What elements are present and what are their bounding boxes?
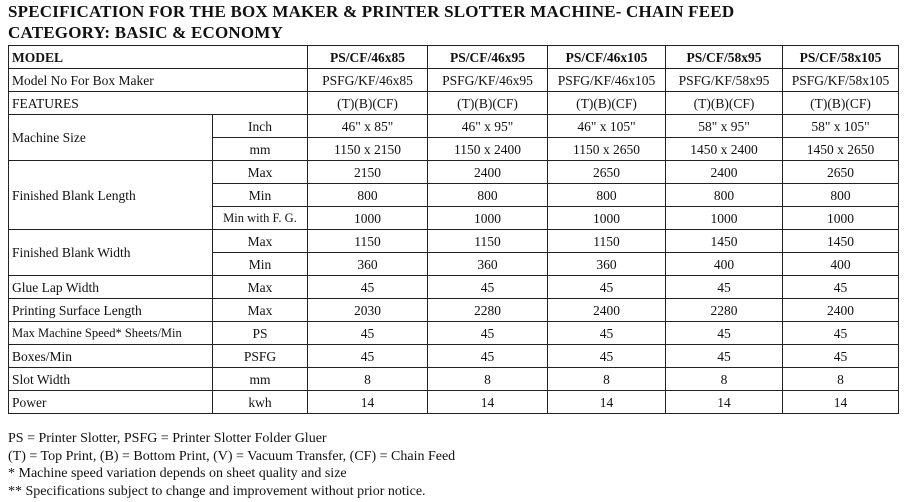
table-cell: 45: [428, 276, 548, 299]
table-cell: (T)(B)(CF): [308, 92, 428, 115]
table-cell: 400: [666, 253, 783, 276]
table-row-features: [9, 92, 899, 115]
table-cell: 360: [548, 253, 666, 276]
table-row-power: [9, 391, 899, 414]
row-label: Finished Blank Width: [9, 230, 213, 276]
table-cell: 1150 x 2650: [548, 138, 666, 161]
table-cell: 14: [428, 391, 548, 414]
model-header-cell: PS/CF/58x105: [783, 46, 899, 69]
table-cell: 800: [548, 184, 666, 207]
category-title: CATEGORY: BASIC & ECONOMY: [8, 23, 284, 42]
footnote-features: (T) = Top Print, (B) = Bottom Print, (V) = Vacuum Transfer, (CF) = Chain Feed: [8, 448, 456, 464]
table-cell: 14: [548, 391, 666, 414]
table-cell: 1000: [666, 207, 783, 230]
table-cell: 1000: [783, 207, 899, 230]
table-cell: 8: [428, 368, 548, 391]
table-row-model: [9, 46, 899, 69]
row-label: Model No For Box Maker: [9, 69, 308, 92]
table-cell: 45: [548, 322, 666, 345]
table-cell: PSFG/KF/58x95: [666, 69, 783, 92]
unit-cell: Max: [213, 230, 308, 253]
table-cell: 1450 x 2400: [666, 138, 783, 161]
table-cell: 45: [548, 276, 666, 299]
table-cell: 1150 x 2150: [308, 138, 428, 161]
table-row-slot-width: [9, 368, 899, 391]
table-cell: 45: [783, 345, 899, 368]
table-cell: 1450 x 2650: [783, 138, 899, 161]
unit-cell: Max: [213, 161, 308, 184]
table-cell: 58" x 95": [666, 115, 783, 138]
table-cell: 45: [783, 276, 899, 299]
table-cell: 800: [666, 184, 783, 207]
table-row-blank-length-max: [9, 161, 899, 184]
table-cell: PSFG/KF/46x95: [428, 69, 548, 92]
table-cell: 8: [548, 368, 666, 391]
table-cell: 1000: [428, 207, 548, 230]
table-row-max-speed: [9, 322, 899, 345]
row-label: Printing Surface Length: [9, 299, 213, 322]
table-cell: 1000: [308, 207, 428, 230]
unit-cell: Min: [213, 184, 308, 207]
footnote-speed: * Machine speed variation depends on sheet quality and size: [8, 466, 347, 481]
table-cell: 58" x 105": [783, 115, 899, 138]
footnotes: [8, 430, 455, 500]
table-cell: 800: [428, 184, 548, 207]
table-cell: 2400: [783, 299, 899, 322]
table-cell: 8: [666, 368, 783, 391]
table-cell: 2280: [428, 299, 548, 322]
table-row-box-maker: [9, 69, 899, 92]
table-cell: 2280: [666, 299, 783, 322]
table-cell: 45: [428, 345, 548, 368]
unit-cell: PS: [213, 322, 308, 345]
model-header-cell: PS/CF/58x95: [666, 46, 783, 69]
table-cell: 46" x 105": [548, 115, 666, 138]
row-label: Glue Lap Width: [9, 276, 213, 299]
table-cell: 2400: [428, 161, 548, 184]
table-row-machine-size-inch: [9, 115, 899, 138]
table-cell: 800: [308, 184, 428, 207]
table-cell: 46" x 85": [308, 115, 428, 138]
footnote-disclaimer: ** Specifications subject to change and improvement without prior notice.: [8, 483, 426, 499]
unit-cell: Max: [213, 276, 308, 299]
table-cell: 1150: [308, 230, 428, 253]
table-cell: 46" x 95": [428, 115, 548, 138]
table-cell: 45: [308, 345, 428, 368]
table-cell: PSFG/KF/46x85: [308, 69, 428, 92]
table-cell: 45: [308, 276, 428, 299]
table-cell: 360: [428, 253, 548, 276]
table-cell: (T)(B)(CF): [548, 92, 666, 115]
table-cell: 45: [428, 322, 548, 345]
table-cell: 14: [666, 391, 783, 414]
table-cell: PSFG/KF/46x105: [548, 69, 666, 92]
table-cell: 45: [308, 322, 428, 345]
model-header-cell: PS/CF/46x85: [308, 46, 428, 69]
row-label: Finished Blank Length: [9, 161, 213, 230]
table-cell: 14: [308, 391, 428, 414]
row-label: Power: [9, 391, 213, 414]
model-header-cell: PS/CF/46x105: [548, 46, 666, 69]
unit-cell: Min with F. G.: [213, 207, 308, 230]
row-label: Machine Size: [9, 115, 213, 161]
row-label: Slot Width: [9, 368, 213, 391]
table-row-blank-width-max: [9, 230, 899, 253]
table-cell: 45: [666, 345, 783, 368]
unit-cell: mm: [213, 138, 308, 161]
model-header-cell: PS/CF/46x95: [428, 46, 548, 69]
table-cell: 8: [783, 368, 899, 391]
table-cell: 45: [666, 322, 783, 345]
table-cell: 45: [666, 276, 783, 299]
table-cell: 2400: [666, 161, 783, 184]
table-cell: 400: [783, 253, 899, 276]
table-cell: 45: [783, 322, 899, 345]
table-cell: (T)(B)(CF): [428, 92, 548, 115]
table-cell: (T)(B)(CF): [666, 92, 783, 115]
row-label: Max Machine Speed* Sheets/Min: [9, 322, 213, 345]
row-label: Boxes/Min: [9, 345, 213, 368]
unit-cell: Max: [213, 299, 308, 322]
row-label: FEATURES: [9, 92, 308, 115]
table-cell: 8: [308, 368, 428, 391]
table-cell: 1450: [783, 230, 899, 253]
table-cell: 14: [783, 391, 899, 414]
table-row-printing-length: [9, 299, 899, 322]
table-cell: 1150: [428, 230, 548, 253]
table-cell: 1150 x 2400: [428, 138, 548, 161]
table-cell: 2650: [548, 161, 666, 184]
table-cell: 1450: [666, 230, 783, 253]
table-cell: 2150: [308, 161, 428, 184]
model-header-label: MODEL: [9, 46, 308, 69]
table-cell: 1150: [548, 230, 666, 253]
table-cell: 2650: [783, 161, 899, 184]
unit-cell: kwh: [213, 391, 308, 414]
table-cell: 360: [308, 253, 428, 276]
unit-cell: PSFG: [213, 345, 308, 368]
table-cell: 800: [783, 184, 899, 207]
table-cell: 2400: [548, 299, 666, 322]
table-cell: PSFG/KF/58x105: [783, 69, 899, 92]
footnote-abbreviations: PS = Printer Slotter, PSFG = Printer Slotter Folder Gluer: [8, 431, 327, 446]
table-row-boxes-min: [9, 345, 899, 368]
unit-cell: mm: [213, 368, 308, 391]
page-title: SPECIFICATION FOR THE BOX MAKER & PRINTER SLOTTER MACHINE- CHAIN FEED: [8, 2, 735, 21]
spec-table: [8, 45, 899, 414]
table-row-glue-lap: [9, 276, 899, 299]
table-cell: (T)(B)(CF): [783, 92, 899, 115]
table-cell: 45: [548, 345, 666, 368]
table-cell: 1000: [548, 207, 666, 230]
table-cell: 2030: [308, 299, 428, 322]
unit-cell: Inch: [213, 115, 308, 138]
unit-cell: Min: [213, 253, 308, 276]
